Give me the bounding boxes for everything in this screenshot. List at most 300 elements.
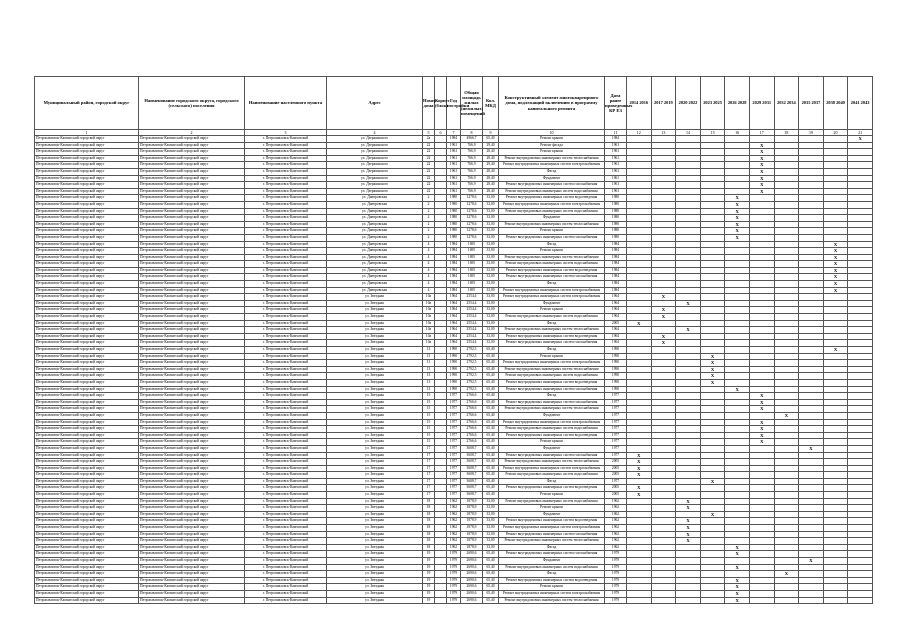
prior-repair-date-cell: 1964 (605, 333, 627, 340)
prior-repair-date-cell: 1962 (605, 538, 627, 545)
settlement-cell: Петропавловск-Камчатский городской округ (139, 307, 245, 314)
settlement-cell: Петропавловск-Камчатский городской округ (139, 498, 245, 505)
element-cell: Ремонт внутридомовых инженерных систем теплоснабжения (499, 155, 605, 162)
locality-cell: г. Петропавловск-Камчатский (245, 551, 327, 558)
period-mark-cell (799, 300, 824, 307)
period-mark-cell (627, 208, 652, 215)
period-mark-cell (651, 228, 676, 235)
period-mark-cell (774, 485, 799, 492)
period-mark-cell (823, 320, 848, 327)
address-cell: ул. Звездная (327, 314, 423, 321)
settlement-cell: Петропавловск-Камчатский городской округ (139, 294, 245, 301)
period-mark-cell (700, 399, 725, 406)
count-cell: 33,00 (483, 195, 499, 202)
period-mark-cell (848, 412, 873, 419)
element-cell: Ремонт внутридомовых инженерных систем водоотведения (499, 333, 605, 340)
area-cell: 1695 (461, 248, 483, 255)
period-mark-cell (651, 498, 676, 505)
prior-repair-date-cell: 1980 (605, 215, 627, 222)
period-mark-cell (799, 419, 824, 426)
period-mark-cell (749, 373, 774, 380)
period-mark-cell (627, 182, 652, 189)
area-cell: 1878,9 (461, 498, 483, 505)
area-cell: 1695 (461, 274, 483, 281)
settlement-cell: Петропавловск-Камчатский городской округ (139, 241, 245, 248)
period-mark-cell (799, 234, 824, 241)
address-cell: ул. Днепровская (327, 201, 423, 208)
table-row (35, 505, 873, 512)
period-mark-cell (725, 558, 750, 565)
period-mark-cell (700, 208, 725, 215)
period-mark-cell (725, 518, 750, 525)
count-cell: 65,40 (483, 459, 499, 466)
house-number-cell: 10а (423, 340, 435, 347)
address-cell: ул. Днепровская (327, 248, 423, 255)
prior-repair-date-cell: 1990 (605, 353, 627, 360)
period-mark-cell (725, 353, 750, 360)
period-mark-cell (676, 445, 701, 452)
block-cell (435, 188, 447, 195)
area-cell: 2554,4 (461, 320, 483, 327)
period-mark-cell (725, 511, 750, 518)
build-year-cell: 1984 (447, 136, 461, 143)
settlement-cell: Петропавловск-Камчатский городской округ (139, 353, 245, 360)
build-year-cell: 1964 (447, 320, 461, 327)
settlement-cell: Петропавловск-Камчатский городской округ (139, 182, 245, 189)
period-mark-cell (676, 584, 701, 591)
locality-cell: г. Петропавловск-Камчатский (245, 577, 327, 584)
table-row (35, 485, 873, 492)
settlement-cell: Петропавловск-Камчатский городской округ (139, 320, 245, 327)
period-mark-cell (676, 149, 701, 156)
period-mark-cell (627, 333, 652, 340)
area-cell: 1878,9 (461, 518, 483, 525)
period-mark-cell (848, 386, 873, 393)
area-cell: 2792,5 (461, 366, 483, 373)
build-year-cell: 1961 (447, 155, 461, 162)
district-cell: Петропавловск-Камчатский городской округ (35, 201, 139, 208)
period-mark-cell (627, 412, 652, 419)
header-cell: Кол. МКД (483, 77, 499, 130)
period-mark-cell (774, 347, 799, 354)
period-mark-cell (700, 142, 725, 149)
column-number-cell: 15 (700, 130, 725, 136)
district-cell: Петропавловск-Камчатский городской округ (35, 518, 139, 525)
period-mark-cell (676, 426, 701, 433)
build-year-cell: 1961 (447, 142, 461, 149)
locality-cell: г. Петропавловск-Камчатский (245, 215, 327, 222)
table-row (35, 360, 873, 367)
period-mark-cell (627, 518, 652, 525)
period-mark-cell (676, 544, 701, 551)
build-year-cell: 1964 (447, 333, 461, 340)
period-mark-cell (749, 386, 774, 393)
period-mark-cell (848, 373, 873, 380)
build-year-cell: 1979 (447, 551, 461, 558)
element-cell: Ремонт крыши (499, 248, 605, 255)
period-mark-cell (676, 472, 701, 479)
build-year-cell: 1990 (447, 379, 461, 386)
period-mark-cell (651, 136, 676, 143)
settlement-cell: Петропавловск-Камчатский городской округ (139, 432, 245, 439)
table-row (35, 518, 873, 525)
district-cell: Петропавловск-Камчатский городской округ (35, 320, 139, 327)
prior-repair-date-cell: 1979 (605, 564, 627, 571)
settlement-cell: Петропавловск-Камчатский городской округ (139, 558, 245, 565)
settlement-cell: Петропавловск-Камчатский городской округ (139, 254, 245, 261)
prior-repair-date-cell: 1961 (605, 142, 627, 149)
build-year-cell: 1984 (447, 274, 461, 281)
build-year-cell: 1979 (447, 558, 461, 565)
prior-repair-date-cell: 1977 (605, 452, 627, 459)
settlement-cell: Петропавловск-Камчатский городской округ (139, 360, 245, 367)
prior-repair-date-cell: 1984 (605, 267, 627, 274)
period-mark-cell (676, 175, 701, 182)
period-mark-cell (700, 445, 725, 452)
prior-repair-date-cell: 1961 (605, 182, 627, 189)
settlement-cell: Петропавловск-Камчатский городской округ (139, 188, 245, 195)
period-mark-cell (799, 314, 824, 321)
period-mark-cell (676, 551, 701, 558)
area-cell: 2766,6 (461, 432, 483, 439)
address-cell: ул. Звездная (327, 320, 423, 327)
district-cell: Петропавловск-Камчатский городской округ (35, 347, 139, 354)
house-number-cell: 22 (423, 155, 435, 162)
period-mark-cell (725, 274, 750, 281)
period-mark-cell (823, 551, 848, 558)
count-cell: 33,00 (483, 261, 499, 268)
period-mark-cell (725, 445, 750, 452)
column-number-cell: 5 (423, 130, 435, 136)
period-mark-cell: X (725, 234, 750, 241)
period-mark-cell: X (823, 347, 848, 354)
build-year-cell: 1962 (447, 498, 461, 505)
period-mark-cell (799, 221, 824, 228)
period-mark-cell (799, 439, 824, 446)
period-mark-cell (749, 248, 774, 255)
block-cell (435, 162, 447, 169)
period-mark-cell (749, 412, 774, 419)
period-mark-cell (848, 558, 873, 565)
header-cell: Год постройки (447, 77, 461, 130)
area-cell: 2766,6 (461, 426, 483, 433)
table-row (35, 281, 873, 288)
period-mark-cell (799, 175, 824, 182)
period-mark-cell (725, 320, 750, 327)
locality-cell: г. Петропавловск-Камчатский (245, 419, 327, 426)
area-cell: 2690,6 (461, 571, 483, 578)
area-cell: 1878,9 (461, 511, 483, 518)
element-cell: Ремонт крыши (499, 136, 605, 143)
district-cell: Петропавловск-Камчатский городской округ (35, 406, 139, 413)
block-cell (435, 379, 447, 386)
address-cell: ул. Звездная (327, 584, 423, 591)
block-cell (435, 215, 447, 222)
period-mark-cell (627, 393, 652, 400)
table-row (35, 307, 873, 314)
build-year-cell: 1977 (447, 399, 461, 406)
period-mark-cell (774, 182, 799, 189)
period-mark-cell (799, 281, 824, 288)
period-mark-cell (627, 340, 652, 347)
address-cell: ул. Звездная (327, 590, 423, 597)
period-mark-cell (848, 459, 873, 466)
locality-cell: г. Петропавловск-Камчатский (245, 472, 327, 479)
district-cell: Петропавловск-Камчатский городской округ (35, 162, 139, 169)
period-mark-cell (799, 149, 824, 156)
build-year-cell: 1977 (447, 485, 461, 492)
period-mark-cell (700, 571, 725, 578)
period-mark-cell (627, 544, 652, 551)
period-mark-cell (651, 577, 676, 584)
period-mark-cell (848, 406, 873, 413)
period-mark-cell (749, 340, 774, 347)
period-mark-cell (749, 498, 774, 505)
prior-repair-date-cell: 1979 (605, 558, 627, 565)
area-cell: 766,9 (461, 155, 483, 162)
period-mark-cell (651, 360, 676, 367)
build-year-cell: 1962 (447, 531, 461, 538)
district-cell: Петропавловск-Камчатский городской округ (35, 564, 139, 571)
district-cell: Петропавловск-Камчатский городской округ (35, 379, 139, 386)
period-mark-cell (848, 241, 873, 248)
district-cell: Петропавловск-Камчатский городской округ (35, 452, 139, 459)
house-number-cell: 2 (423, 221, 435, 228)
period-mark-cell (823, 373, 848, 380)
period-mark-cell (700, 505, 725, 512)
address-cell: ул. Днепровская (327, 228, 423, 235)
period-mark-cell (774, 518, 799, 525)
period-mark-cell (725, 142, 750, 149)
count-cell: 65,40 (483, 406, 499, 413)
element-cell: Фундамент (499, 175, 605, 182)
period-mark-cell (700, 577, 725, 584)
block-cell (435, 426, 447, 433)
period-mark-cell (774, 558, 799, 565)
count-cell: 65,40 (483, 590, 499, 597)
period-mark-cell (774, 386, 799, 393)
area-cell: 1695 (461, 254, 483, 261)
period-mark-cell (676, 399, 701, 406)
period-mark-cell (749, 353, 774, 360)
period-mark-cell: X (749, 168, 774, 175)
address-cell: ул. Звездная (327, 327, 423, 334)
period-mark-cell (700, 188, 725, 195)
period-mark-cell (651, 564, 676, 571)
period-mark-cell (676, 465, 701, 472)
build-year-cell: 1961 (447, 162, 461, 169)
prior-repair-date-cell: 1961 (605, 175, 627, 182)
period-mark-cell (651, 525, 676, 532)
period-mark-cell (848, 485, 873, 492)
block-cell (435, 590, 447, 597)
count-cell: 33,00 (483, 254, 499, 261)
period-mark-cell (725, 492, 750, 499)
settlement-cell: Петропавловск-Камчатский городской округ (139, 472, 245, 479)
period-mark-cell: X (774, 412, 799, 419)
table-row (35, 241, 873, 248)
period-mark-cell (774, 320, 799, 327)
period-mark-cell (749, 314, 774, 321)
period-mark-cell (799, 492, 824, 499)
block-cell (435, 445, 447, 452)
element-cell: Ремонт внутридомовых инженерных систем водоотведения (499, 485, 605, 492)
settlement-cell: Петропавловск-Камчатский городской округ (139, 149, 245, 156)
period-mark-cell (848, 307, 873, 314)
build-year-cell: 1980 (447, 195, 461, 202)
build-year-cell: 1964 (447, 294, 461, 301)
period-mark-cell (651, 208, 676, 215)
build-year-cell: 1984 (447, 248, 461, 255)
locality-cell: г. Петропавловск-Камчатский (245, 314, 327, 321)
prior-repair-date-cell: 1984 (605, 248, 627, 255)
district-cell: Петропавловск-Камчатский городской округ (35, 485, 139, 492)
settlement-cell: Петропавловск-Камчатский городской округ (139, 248, 245, 255)
period-mark-cell (799, 498, 824, 505)
period-mark-cell (774, 445, 799, 452)
element-cell: Ремонт внутридомовых инженерных систем электроснабжения (499, 465, 605, 472)
column-number-cell: 6 (435, 130, 447, 136)
period-mark-cell (774, 188, 799, 195)
settlement-cell: Петропавловск-Камчатский городской округ (139, 590, 245, 597)
area-cell: 766,9 (461, 162, 483, 169)
table-row (35, 478, 873, 485)
area-cell: 766,9 (461, 182, 483, 189)
period-mark-cell (651, 168, 676, 175)
count-cell: 33,00 (483, 300, 499, 307)
period-mark-cell: X (676, 538, 701, 545)
period-mark-cell (627, 531, 652, 538)
address-cell: ул. Дзержинского (327, 188, 423, 195)
column-number-cell: 8 (461, 130, 483, 136)
period-mark-cell (799, 544, 824, 551)
area-cell: 2766,6 (461, 393, 483, 400)
period-mark-cell (774, 590, 799, 597)
table-row (35, 492, 873, 499)
period-mark-cell (651, 261, 676, 268)
period-mark-cell (749, 320, 774, 327)
period-mark-cell (676, 307, 701, 314)
period-mark-cell (774, 294, 799, 301)
period-mark-cell (823, 465, 848, 472)
column-number-cell: 14 (676, 130, 701, 136)
period-mark-cell (848, 439, 873, 446)
period-mark-cell (774, 393, 799, 400)
period-mark-cell (799, 412, 824, 419)
period-mark-cell (848, 162, 873, 169)
locality-cell: г. Петропавловск-Камчатский (245, 544, 327, 551)
period-mark-cell (774, 208, 799, 215)
period-mark-cell (651, 182, 676, 189)
build-year-cell: 1979 (447, 590, 461, 597)
district-cell: Петропавловск-Камчатский городской округ (35, 155, 139, 162)
period-mark-cell (848, 452, 873, 459)
prior-repair-date-cell: 1979 (605, 584, 627, 591)
area-cell: 2690,6 (461, 577, 483, 584)
house-number-cell: 19 (423, 564, 435, 571)
period-mark-cell (676, 168, 701, 175)
locality-cell: г. Петропавловск-Камчатский (245, 327, 327, 334)
period-mark-cell (848, 511, 873, 518)
period-mark-cell (749, 505, 774, 512)
period-mark-cell (651, 300, 676, 307)
period-mark-cell (749, 201, 774, 208)
house-number-cell: 4 (423, 267, 435, 274)
build-year-cell: 1964 (447, 340, 461, 347)
period-mark-cell: X (627, 465, 652, 472)
period-mark-cell (725, 571, 750, 578)
element-cell: Ремонт внутридомовых инженерных систем водоснабжения (499, 373, 605, 380)
period-mark-cell: X (725, 208, 750, 215)
element-cell: Ремонт внутридомовых инженерных систем водоснабжения (499, 208, 605, 215)
period-mark-cell (651, 485, 676, 492)
period-mark-cell (823, 445, 848, 452)
period-mark-cell (774, 241, 799, 248)
period-mark-cell (774, 505, 799, 512)
period-mark-cell (799, 590, 824, 597)
settlement-cell: Петропавловск-Камчатский городской округ (139, 426, 245, 433)
column-number-cell: 4 (327, 130, 423, 136)
period-mark-cell (848, 518, 873, 525)
address-cell: ул. Днепровская (327, 281, 423, 288)
address-cell: ул. Звездная (327, 544, 423, 551)
address-cell: ул. Дзержинского (327, 136, 423, 143)
period-mark-cell: X (749, 399, 774, 406)
period-mark-cell (774, 168, 799, 175)
address-cell: ул. Звездная (327, 399, 423, 406)
block-cell (435, 201, 447, 208)
period-mark-cell (627, 360, 652, 367)
area-cell: 766,9 (461, 142, 483, 149)
table-row (35, 347, 873, 354)
period-mark-cell (749, 195, 774, 202)
element-cell: Ремонт внутридомовых инженерных систем теплоснабжения (499, 597, 605, 604)
block-cell (435, 320, 447, 327)
district-cell: Петропавловск-Камчатский городской округ (35, 248, 139, 255)
period-mark-cell (799, 248, 824, 255)
address-cell: ул. Звездная (327, 525, 423, 532)
period-mark-cell (627, 248, 652, 255)
period-mark-cell (700, 472, 725, 479)
district-cell: Петропавловск-Камчатский городской округ (35, 136, 139, 143)
build-year-cell: 1980 (447, 234, 461, 241)
period-mark-cell (774, 162, 799, 169)
count-cell: 65,40 (483, 584, 499, 591)
period-mark-cell (725, 168, 750, 175)
count-cell: 33,00 (483, 241, 499, 248)
house-number-cell: 22 (423, 175, 435, 182)
district-cell: Петропавловск-Камчатский городской округ (35, 393, 139, 400)
period-mark-cell (749, 452, 774, 459)
table-row (35, 571, 873, 578)
period-mark-cell (848, 208, 873, 215)
period-mark-cell (676, 281, 701, 288)
period-mark-cell (774, 373, 799, 380)
table-row (35, 511, 873, 518)
period-mark-cell (627, 307, 652, 314)
block-cell (435, 412, 447, 419)
house-number-cell: 2а (423, 136, 435, 143)
period-mark-cell (774, 551, 799, 558)
period-mark-cell: X (823, 261, 848, 268)
period-mark-cell (848, 281, 873, 288)
period-mark-cell (749, 136, 774, 143)
period-mark-cell (725, 373, 750, 380)
period-mark-cell (848, 201, 873, 208)
address-cell: ул. Днепровская (327, 215, 423, 222)
house-number-cell: 10а (423, 300, 435, 307)
block-cell (435, 360, 447, 367)
